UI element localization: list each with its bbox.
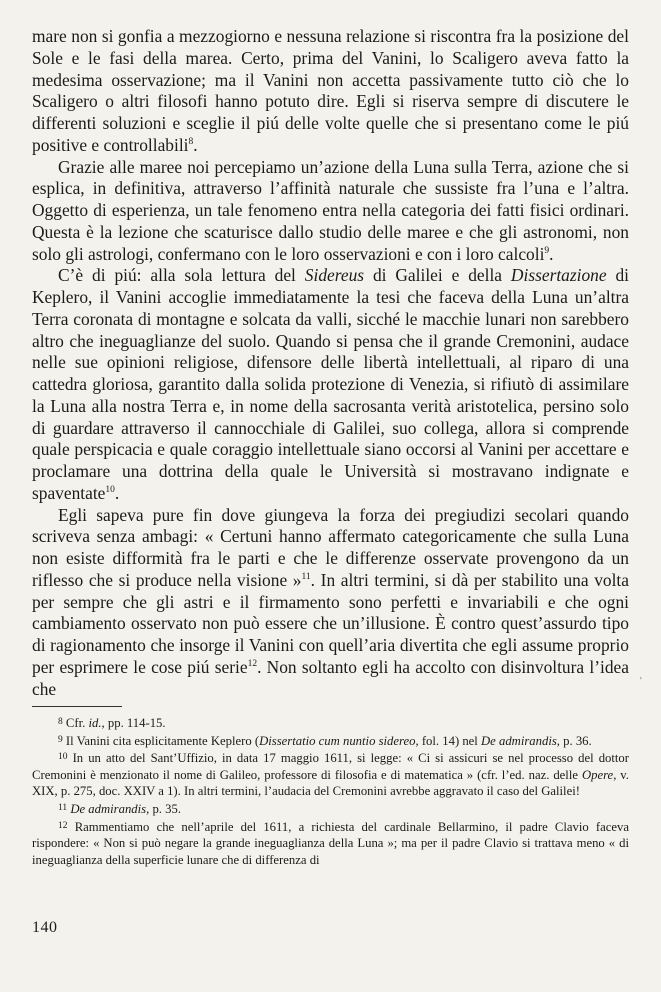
text-run: . <box>193 134 198 155</box>
text-run: di Galilei e della <box>364 265 511 286</box>
footnote-reference: 8 <box>188 136 194 147</box>
text-run: C’è di piú: alla sola lettura del <box>58 265 305 286</box>
text-run: , pp. 114-15. <box>101 716 166 730</box>
italic-text: Opere <box>581 767 614 782</box>
text-run: , p. 36. <box>556 733 592 748</box>
italic-text: De admirandis <box>481 733 557 748</box>
text-run: Cfr. <box>65 716 89 730</box>
italic-text: Sidereus <box>304 265 365 286</box>
text-run: . In altri termini, si dà per stabilito una volta per sempre che gli astri e il firmamento sono perfetti e invariabili e che ogni cambiamento osservato non può essere che un’illusione. È contro quest’assurdo tipo di ragionamento che insorge il Vanini con quell’aria divertita che egli assume proprio per esprimere le cose piú serie <box>32 569 629 677</box>
footnote-number: 8 <box>58 717 63 727</box>
footnote <box>32 714 629 732</box>
paragraph <box>32 505 629 701</box>
text-run: . Non soltanto egli ha accolto con disinvoltura l’idea che <box>32 656 629 699</box>
italic-text: Dissertatio cum nuntio sidereo, <box>259 733 419 748</box>
main-text <box>32 26 629 700</box>
text-run: . <box>549 243 554 264</box>
paragraph <box>32 157 629 266</box>
page-number: 140 <box>32 919 58 936</box>
footnote-reference: 11 <box>301 571 311 582</box>
footnote <box>32 800 629 818</box>
paragraph <box>32 26 629 157</box>
footnote-separator <box>32 706 122 707</box>
text-run: . <box>114 482 120 503</box>
text-run: , p. 35. <box>146 801 181 816</box>
text-run: Rammentiamo che nell’aprile del 1611, a richiesta del cardinale Bellarmino, il padre Clavio faceva rispondere: « Non si può negare la grande ineguaglianza della Luna »; ma per il padre Clavio si trattava meno « di ineguaglianza della superficie lunare che di differenza di <box>32 819 630 867</box>
footnotes <box>32 714 629 868</box>
footnote-reference: 12 <box>247 658 258 669</box>
footnote <box>32 818 629 869</box>
text-run: mare non si gonfia a mezzogiorno e nessuna relazione si riscontra fra la posizione del Sole e le fasi della marea. Certo, prima del Vanini, lo Scaligero aveva fatto la medesima osservazione; ma il Vanini non accetta passivamente tutto ciò che lo Scaligero o altri filosofi hanno potuto dire. Egli si riserva sempre di discutere le differenti soluzioni e sceglie il piú delle volte quelle che si presentano come le piú positive e controllabili <box>32 26 629 155</box>
text-run: Grazie alle maree noi percepiamo un’azione della Luna sulla Terra, azione che si esplica, in definitiva, attraverso l’affinità naturale che sussiste fra l’una e l’altra. Oggetto di esperienza, un tale fenomeno entra nella categoria dei fatti fisici ordinari. Questa è la lezione che scaturisce dallo studio delle maree e che gli astronomi, non solo gli astrologi, confermano con le loro osservazioni e con i loro calcoli <box>32 156 629 264</box>
footnote-reference: 9 <box>544 245 550 256</box>
footnote-reference: 10 <box>105 484 115 495</box>
margin-mark: ' <box>640 676 642 687</box>
footnote-number: 12 <box>58 820 68 831</box>
text-run: Egli sapeva pure fin dove giungeva la forza dei pregiudizi secolari quando scriveva senza ambagi: « Certuni hanno affermato categoricamente che sulla Luna non esiste difformità fra le parti e che le differenze osservate provengono da un riflesso che si produce nella visione » <box>32 504 629 590</box>
footnote-number: 10 <box>58 752 68 763</box>
text-run: In un atto del Sant’Uffizio, in data 17 maggio 1611, si legge: « Ci si assicuri se nel processo del dottor Cremonini è menzionato il nome di Galileo, professore di filosofia e di matematica » (cfr. l’ed. naz. delle <box>32 751 629 782</box>
italic-text: Dissertazione <box>510 265 607 286</box>
paragraph <box>32 265 629 504</box>
italic-text: id. <box>88 716 102 730</box>
text-run: di Keplero, il Vanini accoglie immediatamente la tesi che faceva della Luna un’altra Terra coronata di montagne e solcata da valli, sicché le macchie lunari non sarebbero altro che ineguaglianze del suolo. Quando si pensa che il grande Cremonini, audace nelle sue opinioni religiose, difensore delle libertà intellettuali, al riparo di una cattedra gloriosa, garantito dalla solida protezione di Venezia, si rifiutò di assimilare la Luna alla nostra Terra e, in nome della sacrosanta verità aristotelica, persino solo di guardare attraverso il cannocchiale di Galilei, suo collega, allora si comprende quale perspicacia e quale coraggio intellettuale siano occorsi al Vanini per accettare e proclamare una dottrina della quale le Università si mostravano indignate e spaventate <box>32 265 630 503</box>
text-run: , v. XIX, p. 275, doc. XXIV a 1). In altri termini, l’audacia del Cremonini avrebbe aggravato il caso del Galilei! <box>32 767 629 799</box>
text-run: Il Vanini cita esplicitamente Keplero ( <box>65 733 260 748</box>
footnote <box>32 749 629 800</box>
footnote-number: 11 <box>58 802 68 813</box>
footnote <box>32 732 629 750</box>
footnote-number: 9 <box>58 734 63 745</box>
italic-text: De admirandis <box>70 801 147 816</box>
text-run: fol. 14) nel <box>418 733 482 748</box>
